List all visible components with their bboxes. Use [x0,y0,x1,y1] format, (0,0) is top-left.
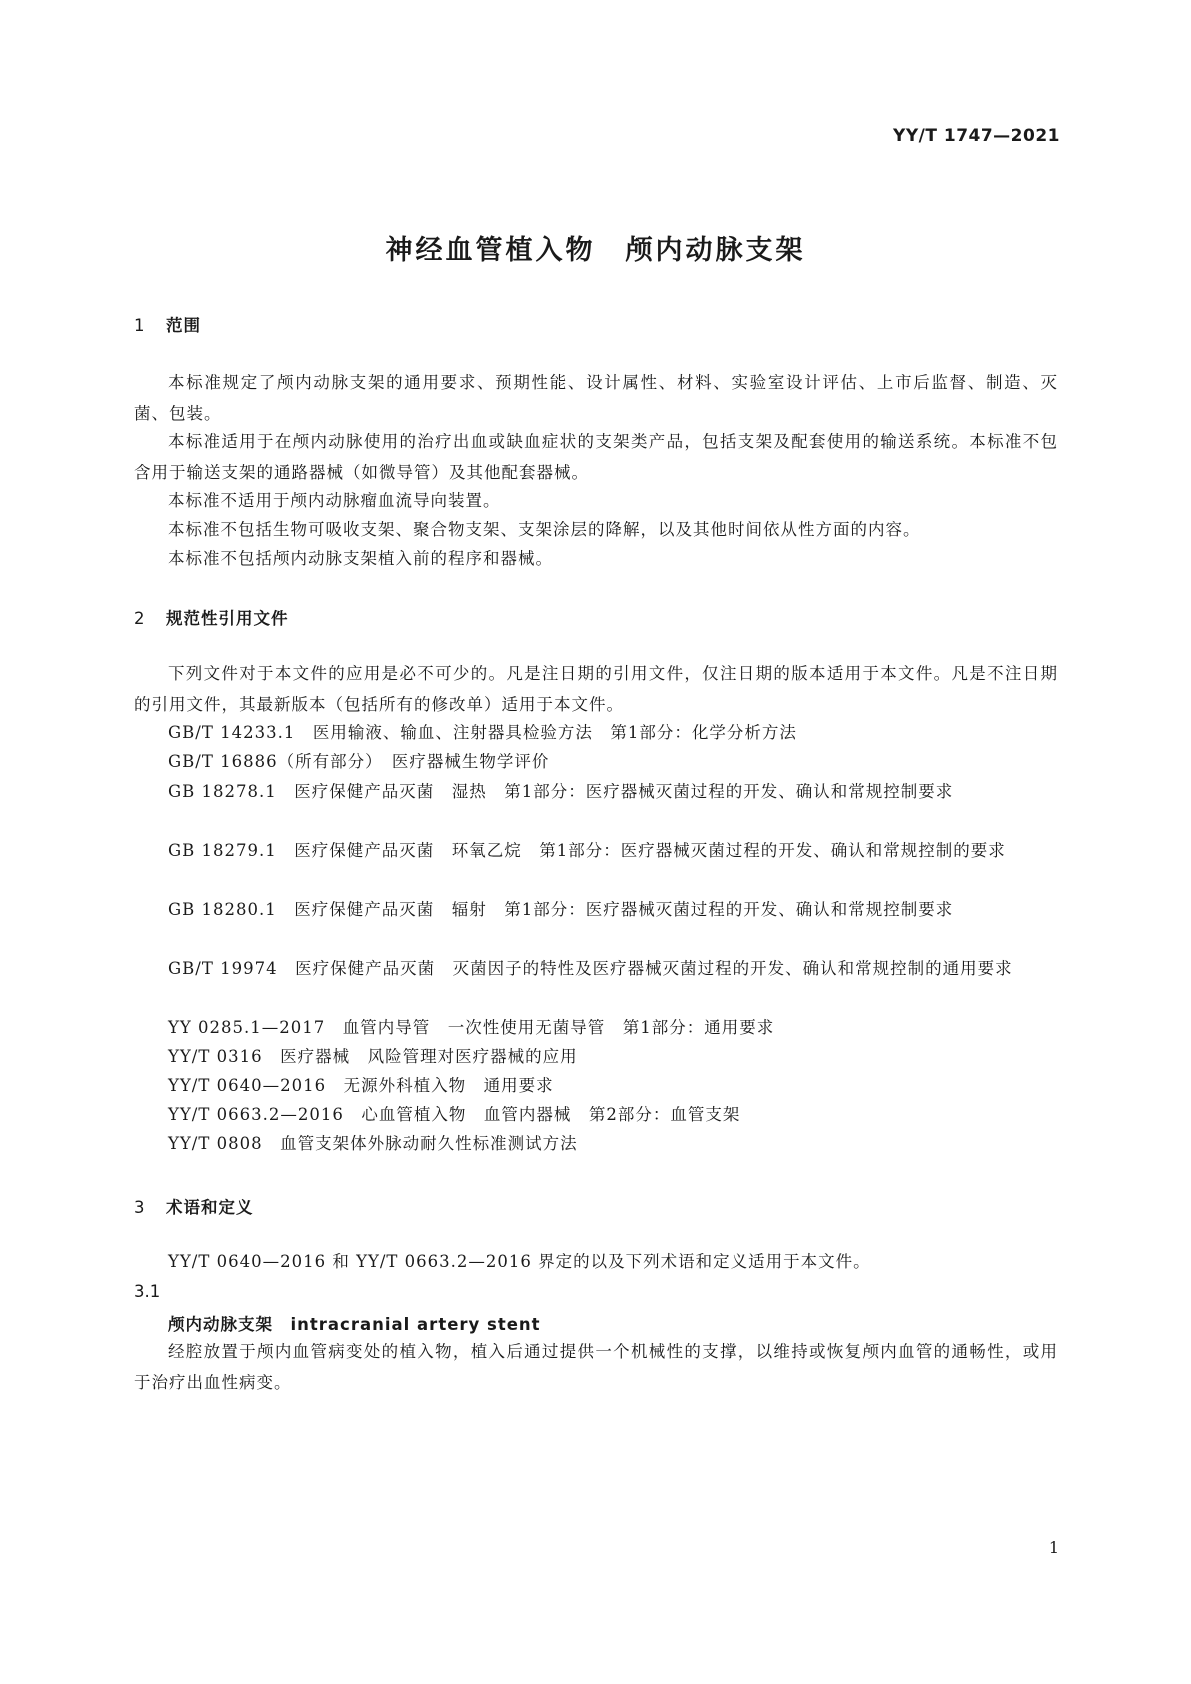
reference-item: GB 18278.1 医疗保健产品灭菌 湿热 第1部分：医疗器械灭菌过程的开发、确认和常规控制要求 [168,782,954,801]
reference-item: YY/T 0316 医疗器械 风险管理对医疗器械的应用 [168,1047,578,1066]
reference-item: YY 0285.1—2017 血管内导管 一次性使用无菌导管 第1部分：通用要求 [168,1018,775,1037]
section-heading-terms [134,1194,254,1218]
scope-paragraph-2: 本标准适用于在颅内动脉使用的治疗出血或缺血症状的支架类产品，包括支架及配套使用的输送系统。本标准不包含用于输送支架的通路器械（如微导管）及其他配套器械。 [134,432,1058,482]
term-definition: 经腔放置于颅内血管病变处的植入物，植入后通过提供一个机械性的支撑，以维持或恢复颅内血管的通畅性，或用于治疗出血性病变。 [134,1342,1058,1392]
reference-item: GB/T 16886（所有部分） 医疗器械生物学评价 [168,752,550,771]
normative-intro: 下列文件对于本文件的应用是必不可少的。凡是注日期的引用文件，仅注日期的版本适用于本文件。凡是不注日期的引用文件，其最新版本（包括所有的修改单）适用于本文件。 [134,664,1058,714]
section-number: 1 [134,316,146,335]
term-number: 3.1 [134,1282,161,1301]
reference-item: GB/T 14233.1 医用输液、输血、注射器具检验方法 第1部分：化学分析方法 [168,723,797,742]
reference-item: YY/T 0640—2016 无源外科植入物 通用要求 [168,1076,554,1095]
scope-paragraph-4: 本标准不包括生物可吸收支架、聚合物支架、支架涂层的降解，以及其他时间依从性方面的内容。 [168,520,921,539]
section-title: 范围 [166,316,201,335]
reference-item: GB/T 19974 医疗保健产品灭菌 灭菌因子的特性及医疗器械灭菌过程的开发、确认和常规控制的通用要求 [168,959,1013,978]
page-number: 1 [1048,1538,1059,1557]
scope-paragraph-1: 本标准规定了颅内动脉支架的通用要求、预期性能、设计属性、材料、实验室设计评估、上市后监督、制造、灭菌、包装。 [134,373,1058,423]
document-title: 神经血管植入物 颅内动脉支架 [385,235,806,266]
scope-paragraph-3: 本标准不适用于颅内动脉瘤血流导向装置。 [168,491,501,510]
reference-item: GB 18279.1 医疗保健产品灭菌 环氧乙烷 第1部分：医疗器械灭菌过程的开发、确认和常规控制的要求 [168,841,1006,860]
section-number: 2 [134,609,146,628]
terms-intro: YY/T 0640—2016 和 YY/T 0663.2—2016 界定的以及下列术语和定义适用于本文件。 [168,1252,871,1271]
term-name: 颅内动脉支架 intracranial artery stent [168,1315,541,1334]
section-title: 术语和定义 [166,1198,254,1217]
section-heading-normative [134,605,289,629]
document-code: YY/T 1747—2021 [893,126,1060,146]
scope-paragraph-5: 本标准不包括颅内动脉支架植入前的程序和器械。 [168,549,553,568]
reference-item: YY/T 0808 血管支架体外脉动耐久性标准测试方法 [168,1134,578,1153]
section-number: 3 [134,1198,146,1217]
section-heading-scope [134,312,201,336]
reference-item: GB 18280.1 医疗保健产品灭菌 辐射 第1部分：医疗器械灭菌过程的开发、确认和常规控制要求 [168,900,954,919]
reference-item: YY/T 0663.2—2016 心血管植入物 血管内器械 第2部分：血管支架 [168,1105,741,1124]
section-title: 规范性引用文件 [166,609,289,628]
